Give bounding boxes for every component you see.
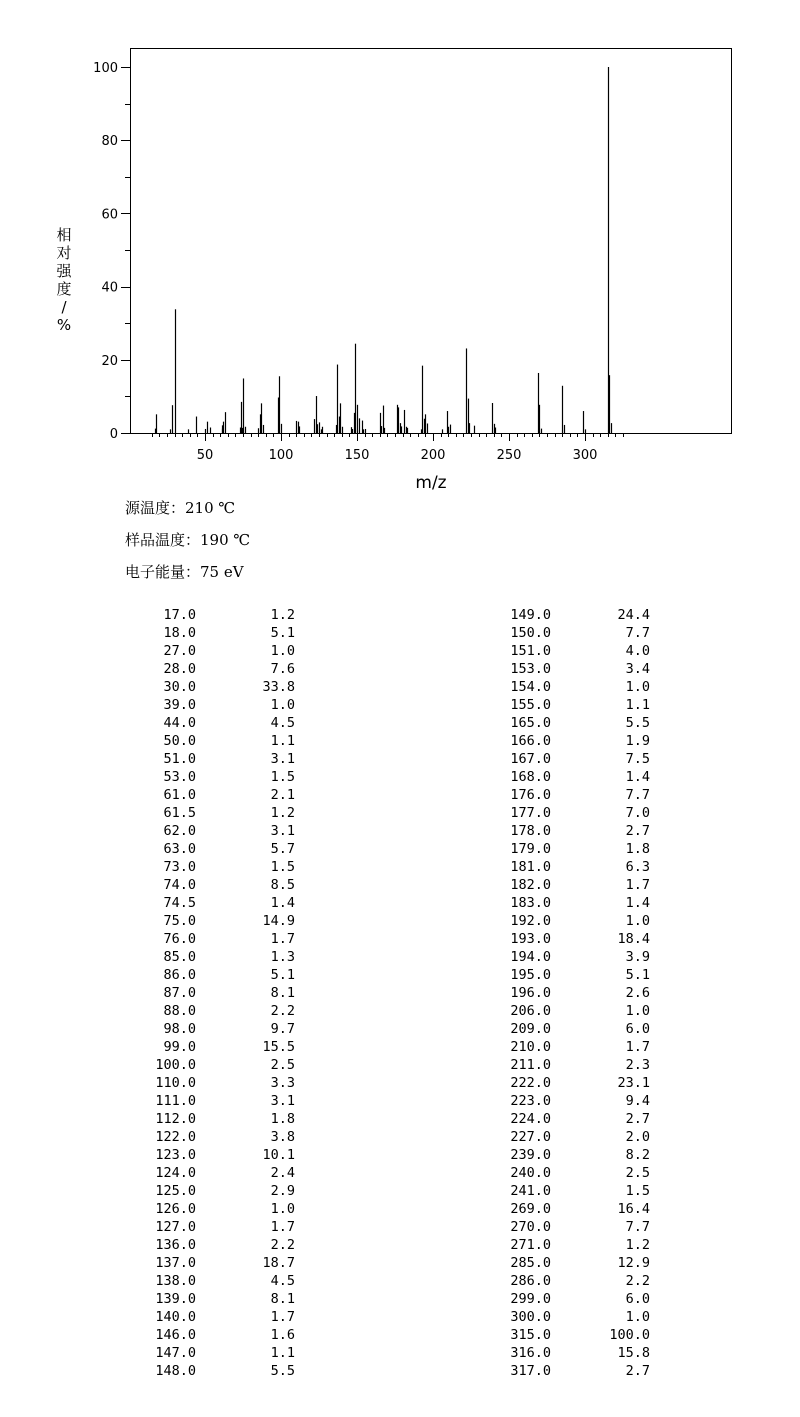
peak-mz: 241.0 (510, 1183, 551, 1199)
peak-mz: 300.0 (510, 1309, 551, 1325)
peak-mz: 44.0 (163, 715, 196, 731)
peak-row (100, 660, 300, 678)
peak-mz: 150.0 (510, 625, 551, 641)
peak-mz: 140.0 (155, 1309, 196, 1325)
peak-mz: 194.0 (510, 949, 551, 965)
peak-mz: 18.0 (163, 625, 196, 641)
peak-mz: 137.0 (155, 1255, 196, 1271)
x-tick-label: 250 (496, 448, 522, 463)
peak-mz: 196.0 (510, 985, 551, 1001)
peak-row (455, 912, 655, 930)
peak-intensity: 1.0 (625, 679, 650, 695)
peak-mz: 74.5 (163, 895, 196, 911)
peak-intensity: 1.7 (270, 931, 295, 947)
peak-row (455, 984, 655, 1002)
peak-intensity: 1.5 (625, 1183, 650, 1199)
peak-mz: 167.0 (510, 751, 551, 767)
peak-mz: 285.0 (510, 1255, 551, 1271)
peak-intensity: 23.1 (617, 1075, 650, 1091)
peak-mz: 75.0 (163, 913, 196, 929)
peak-intensity: 5.1 (270, 625, 295, 641)
peak-intensity: 2.7 (625, 1111, 650, 1127)
peak-intensity: 8.5 (270, 877, 295, 893)
y-tick-label: 40 (101, 280, 118, 296)
peak-row (455, 840, 655, 858)
peak-row (100, 966, 300, 984)
peak-mz: 28.0 (163, 661, 196, 677)
peak-mz: 99.0 (163, 1039, 196, 1055)
source-temperature-text: 源温度：210 ℃ (125, 499, 236, 517)
electron-energy-text: 电子能量：75 eV (125, 563, 244, 581)
peak-row (100, 1020, 300, 1038)
peak-bars (156, 67, 612, 433)
peak-intensity: 5.5 (625, 715, 650, 731)
x-tick-label: 50 (196, 448, 214, 463)
peak-mz: 195.0 (510, 967, 551, 983)
peak-intensity: 1.1 (270, 733, 295, 749)
peak-mz: 211.0 (510, 1057, 551, 1073)
peak-mz: 76.0 (163, 931, 196, 947)
peak-row (100, 1200, 300, 1218)
peak-intensity: 6.0 (625, 1021, 650, 1037)
peak-row (455, 1272, 655, 1290)
peak-mz: 239.0 (510, 1147, 551, 1163)
peak-mz: 166.0 (510, 733, 551, 749)
x-axis (153, 433, 624, 463)
peak-intensity: 1.0 (625, 913, 650, 929)
peak-intensity: 1.1 (625, 697, 650, 713)
peak-mz: 17.0 (163, 607, 196, 623)
peak-intensity: 1.0 (625, 1309, 650, 1325)
peak-row (100, 840, 300, 858)
peak-row (455, 696, 655, 714)
peak-row (455, 1074, 655, 1092)
peak-intensity: 3.1 (270, 823, 295, 839)
peak-row (455, 1254, 655, 1272)
peak-intensity: 4.5 (270, 1273, 295, 1289)
peak-mz: 73.0 (163, 859, 196, 875)
peak-mz: 61.0 (163, 787, 196, 803)
peak-mz: 210.0 (510, 1039, 551, 1055)
peak-intensity: 8.1 (270, 1291, 295, 1307)
peak-row (455, 1092, 655, 1110)
peak-intensity: 3.1 (270, 751, 295, 767)
peak-intensity: 12.9 (617, 1255, 650, 1271)
peak-intensity: 24.4 (617, 607, 650, 623)
peak-row (100, 1182, 300, 1200)
y-tick-label: 20 (101, 353, 118, 369)
peak-row (455, 1290, 655, 1308)
peak-mz: 27.0 (163, 643, 196, 659)
peak-intensity: 4.5 (270, 715, 295, 731)
peak-mz: 53.0 (163, 769, 196, 785)
peak-mz: 110.0 (155, 1075, 196, 1091)
peak-row (455, 1308, 655, 1326)
y-axis-label: 相对强度/ % (56, 226, 72, 334)
peak-row (100, 1146, 300, 1164)
peak-intensity: 1.4 (625, 895, 650, 911)
peak-row (100, 1110, 300, 1128)
peak-mz: 316.0 (510, 1345, 551, 1361)
peak-row (100, 1344, 300, 1362)
peak-row (100, 930, 300, 948)
peak-mz: 112.0 (155, 1111, 196, 1127)
peak-row (455, 1236, 655, 1254)
peak-row (455, 1362, 655, 1380)
x-axis-label: m/z (415, 473, 447, 493)
peak-mz: 86.0 (163, 967, 196, 983)
peak-table-left (100, 606, 300, 1380)
peak-intensity: 10.1 (262, 1147, 295, 1163)
peak-row (455, 732, 655, 750)
peak-intensity: 15.8 (617, 1345, 650, 1361)
peak-mz: 151.0 (510, 643, 551, 659)
x-tick-label: 200 (420, 448, 446, 463)
peak-intensity: 1.1 (270, 1345, 295, 1361)
peak-mz: 179.0 (510, 841, 551, 857)
peak-row (100, 804, 300, 822)
peak-mz: 153.0 (510, 661, 551, 677)
peak-row (100, 732, 300, 750)
peak-intensity: 8.2 (625, 1147, 650, 1163)
peak-mz: 139.0 (155, 1291, 196, 1307)
peak-intensity: 1.0 (270, 1201, 295, 1217)
peak-intensity: 1.7 (270, 1309, 295, 1325)
peak-row (100, 894, 300, 912)
x-tick-label: 150 (344, 448, 370, 463)
peak-intensity: 3.1 (270, 1093, 295, 1109)
peak-intensity: 2.9 (270, 1183, 295, 1199)
peak-intensity: 5.7 (270, 841, 295, 857)
peak-mz: 126.0 (155, 1201, 196, 1217)
peak-mz: 168.0 (510, 769, 551, 785)
peak-intensity: 1.6 (270, 1327, 295, 1343)
peak-intensity: 7.5 (625, 751, 650, 767)
peak-row (455, 786, 655, 804)
peak-row (455, 930, 655, 948)
peak-row (455, 966, 655, 984)
peak-mz: 125.0 (155, 1183, 196, 1199)
peak-intensity: 14.9 (262, 913, 295, 929)
peak-mz: 30.0 (163, 679, 196, 695)
peak-mz: 209.0 (510, 1021, 551, 1037)
peak-intensity: 5.1 (625, 967, 650, 983)
peak-row (100, 786, 300, 804)
peak-intensity: 18.4 (617, 931, 650, 947)
peak-intensity: 1.0 (625, 1003, 650, 1019)
peak-mz: 85.0 (163, 949, 196, 965)
peak-row (455, 804, 655, 822)
electron-energy (125, 561, 244, 582)
peak-mz: 223.0 (510, 1093, 551, 1109)
peak-mz: 155.0 (510, 697, 551, 713)
peak-intensity: 2.7 (625, 1363, 650, 1379)
peak-mz: 62.0 (163, 823, 196, 839)
peak-mz: 122.0 (155, 1129, 196, 1145)
peak-row (100, 1326, 300, 1344)
peak-mz: 74.0 (163, 877, 196, 893)
peak-intensity: 1.8 (270, 1111, 295, 1127)
peak-intensity: 4.0 (625, 643, 650, 659)
peak-intensity: 2.0 (625, 1129, 650, 1145)
peak-intensity: 1.0 (270, 697, 295, 713)
peak-intensity: 2.4 (270, 1165, 295, 1181)
peak-mz: 88.0 (163, 1003, 196, 1019)
peak-mz: 123.0 (155, 1147, 196, 1163)
peak-mz: 146.0 (155, 1327, 196, 1343)
peak-intensity: 7.7 (625, 1219, 650, 1235)
peak-intensity: 8.1 (270, 985, 295, 1001)
peak-table-right (455, 606, 655, 1380)
peak-row (455, 1128, 655, 1146)
peak-mz: 147.0 (155, 1345, 196, 1361)
peak-intensity: 1.2 (270, 805, 295, 821)
peak-intensity: 1.3 (270, 949, 295, 965)
peak-intensity: 18.7 (262, 1255, 295, 1271)
peak-intensity: 9.7 (270, 1021, 295, 1037)
peak-row (455, 1110, 655, 1128)
peak-row (100, 624, 300, 642)
peak-mz: 39.0 (163, 697, 196, 713)
peak-mz: 222.0 (510, 1075, 551, 1091)
peak-mz: 270.0 (510, 1219, 551, 1235)
peak-row (100, 768, 300, 786)
peak-row (455, 606, 655, 624)
peak-mz: 177.0 (510, 805, 551, 821)
peak-intensity: 1.5 (270, 769, 295, 785)
peak-mz: 269.0 (510, 1201, 551, 1217)
peak-row (100, 696, 300, 714)
peak-row (100, 912, 300, 930)
peak-mz: 192.0 (510, 913, 551, 929)
peak-row (455, 948, 655, 966)
peak-row (455, 876, 655, 894)
peak-mz: 127.0 (155, 1219, 196, 1235)
peak-intensity: 33.8 (262, 679, 295, 695)
peak-intensity: 2.5 (270, 1057, 295, 1073)
peak-intensity: 2.6 (625, 985, 650, 1001)
peak-intensity: 6.3 (625, 859, 650, 875)
mass-spectrum-chart (0, 0, 800, 500)
peak-row (100, 1092, 300, 1110)
sample-temperature (125, 529, 250, 550)
peak-intensity: 3.8 (270, 1129, 295, 1145)
peak-mz: 181.0 (510, 859, 551, 875)
sample-temperature-text: 样品温度：190 ℃ (125, 531, 251, 549)
peak-intensity: 2.3 (625, 1057, 650, 1073)
peak-mz: 148.0 (155, 1363, 196, 1379)
y-tick-label: 100 (93, 61, 118, 76)
peak-row (455, 1038, 655, 1056)
peak-intensity: 2.7 (625, 823, 650, 839)
peak-intensity: 1.7 (270, 1219, 295, 1235)
peak-row (100, 822, 300, 840)
peak-row (100, 948, 300, 966)
peak-row (100, 984, 300, 1002)
peak-intensity: 2.5 (625, 1165, 650, 1181)
peak-row (100, 1236, 300, 1254)
peak-mz: 51.0 (163, 751, 196, 767)
peak-mz: 63.0 (163, 841, 196, 857)
peak-row (455, 660, 655, 678)
peak-mz: 136.0 (155, 1237, 196, 1253)
peak-row (455, 1344, 655, 1362)
peak-row (100, 1038, 300, 1056)
peak-mz: 149.0 (510, 607, 551, 623)
peak-intensity: 5.1 (270, 967, 295, 983)
peak-intensity: 1.5 (270, 859, 295, 875)
peak-intensity: 16.4 (617, 1201, 650, 1217)
peak-intensity: 15.5 (262, 1039, 295, 1055)
peak-intensity: 1.2 (625, 1237, 650, 1253)
peak-row (455, 714, 655, 732)
source-temperature (125, 497, 235, 518)
peak-row (100, 1254, 300, 1272)
peak-mz: 286.0 (510, 1273, 551, 1289)
peak-mz: 87.0 (163, 985, 196, 1001)
peak-intensity: 7.0 (625, 805, 650, 821)
peak-intensity: 1.9 (625, 733, 650, 749)
peak-row (100, 606, 300, 624)
peak-mz: 138.0 (155, 1273, 196, 1289)
peak-row (455, 1146, 655, 1164)
peak-row (100, 1002, 300, 1020)
peak-row (455, 1326, 655, 1344)
peak-row (100, 642, 300, 660)
peak-row (455, 1002, 655, 1020)
peak-intensity: 3.3 (270, 1075, 295, 1091)
peak-mz: 61.5 (163, 805, 196, 821)
peak-mz: 240.0 (510, 1165, 551, 1181)
y-tick-label: 60 (101, 207, 118, 223)
peak-row (455, 678, 655, 696)
peak-intensity: 1.4 (625, 769, 650, 785)
peak-row (455, 768, 655, 786)
peak-intensity: 7.7 (625, 625, 650, 641)
peak-row (455, 1200, 655, 1218)
peak-mz: 50.0 (163, 733, 196, 749)
peak-mz: 154.0 (510, 679, 551, 695)
peak-mz: 271.0 (510, 1237, 551, 1253)
peak-intensity: 1.7 (625, 877, 650, 893)
y-tick-label: 0 (109, 427, 118, 442)
peak-mz: 111.0 (155, 1093, 196, 1109)
peak-mz: 178.0 (510, 823, 551, 839)
peak-intensity: 2.2 (270, 1237, 295, 1253)
peak-mz: 124.0 (155, 1165, 196, 1181)
peak-intensity: 1.4 (270, 895, 295, 911)
peak-row (100, 678, 300, 696)
peak-intensity: 1.8 (625, 841, 650, 857)
peak-intensity: 1.2 (270, 607, 295, 623)
peak-intensity: 5.5 (270, 1363, 295, 1379)
peak-row (100, 1218, 300, 1236)
peak-mz: 317.0 (510, 1363, 551, 1379)
peak-intensity: 3.4 (625, 661, 650, 677)
peak-mz: 299.0 (510, 1291, 551, 1307)
peak-row (455, 1182, 655, 1200)
peak-mz: 183.0 (510, 895, 551, 911)
peak-intensity: 100.0 (609, 1327, 650, 1343)
y-axis (93, 61, 130, 442)
peak-intensity: 6.0 (625, 1291, 650, 1307)
peak-intensity: 7.7 (625, 787, 650, 803)
peak-row (100, 1074, 300, 1092)
x-tick-label: 300 (572, 448, 598, 463)
peak-row (100, 714, 300, 732)
peak-mz: 227.0 (510, 1129, 551, 1145)
peak-row (455, 858, 655, 876)
peak-row (455, 1164, 655, 1182)
plot-frame (131, 49, 732, 434)
peak-intensity: 1.7 (625, 1039, 650, 1055)
peak-mz: 98.0 (163, 1021, 196, 1037)
peak-row (100, 1164, 300, 1182)
peak-mz: 193.0 (510, 931, 551, 947)
peak-row (455, 894, 655, 912)
peak-row (455, 624, 655, 642)
peak-intensity: 3.9 (625, 949, 650, 965)
peak-mz: 100.0 (155, 1057, 196, 1073)
peak-row (100, 876, 300, 894)
peak-intensity: 7.6 (270, 661, 295, 677)
peak-mz: 182.0 (510, 877, 551, 893)
y-tick-label: 80 (101, 134, 118, 150)
peak-row (455, 822, 655, 840)
x-tick-label: 100 (268, 448, 294, 463)
peak-intensity: 1.0 (270, 643, 295, 659)
peak-row (100, 858, 300, 876)
peak-row (455, 642, 655, 660)
peak-intensity: 2.1 (270, 787, 295, 803)
peak-mz: 165.0 (510, 715, 551, 731)
peak-row (455, 1218, 655, 1236)
peak-row (100, 750, 300, 768)
peak-row (100, 1128, 300, 1146)
peak-row (100, 1056, 300, 1074)
peak-mz: 315.0 (510, 1327, 551, 1343)
peak-row (455, 1020, 655, 1038)
peak-intensity: 9.4 (625, 1093, 650, 1109)
peak-mz: 224.0 (510, 1111, 551, 1127)
peak-row (455, 1056, 655, 1074)
peak-row (455, 750, 655, 768)
peak-intensity: 2.2 (625, 1273, 650, 1289)
peak-mz: 206.0 (510, 1003, 551, 1019)
peak-row (100, 1290, 300, 1308)
peak-row (100, 1272, 300, 1290)
peak-mz: 176.0 (510, 787, 551, 803)
peak-row (100, 1308, 300, 1326)
peak-row (100, 1362, 300, 1380)
peak-intensity: 2.2 (270, 1003, 295, 1019)
